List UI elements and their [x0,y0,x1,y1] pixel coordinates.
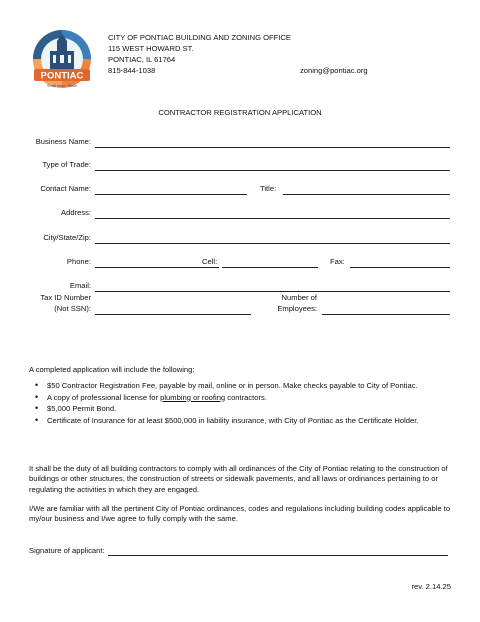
logo-wordmark: PONTIAC [40,70,84,82]
type-of-trade-field[interactable] [95,170,450,171]
cell-label: Cell: [202,257,218,266]
business-name-label: Business Name: [35,137,91,146]
list-item [35,380,418,392]
city-state-zip-field[interactable] [95,243,450,244]
office-email[interactable]: zoning@pontiac.org [300,66,368,75]
office-street: 115 WEST HOWARD ST. [108,44,194,53]
logo-tagline: Small town · Since [47,84,77,88]
employees-label-line1: Number of [281,293,317,302]
revision-label: rev. 2.14.25 [411,582,451,591]
requirement-fee: $50 Contractor Registration Fee, payable by mail, online or in person. Make checks payable to City of Pontiac. [47,381,418,390]
city-state-zip-label: City/State/Zip: [43,233,91,242]
title-label: Title: [260,184,277,193]
fax-field[interactable] [350,267,450,268]
address-label: Address: [61,208,91,217]
contact-name-label: Contact Name: [40,184,91,193]
fax-label: Fax: [330,257,345,266]
tax-id-label-line1: Tax ID Number [40,293,91,302]
list-item [35,392,418,404]
title-field[interactable] [283,194,450,195]
office-phone: 815-844-1038 [108,66,156,75]
cell-field[interactable] [222,267,318,268]
tax-id-label-line2: (Not SSN): [54,304,91,313]
requirements-intro: A completed application will include the following: [29,365,195,374]
requirements-list [35,380,418,426]
phone-label: Phone: [66,257,91,266]
license-end: contractors. [227,392,267,402]
page-title: CONTRACTOR REGISTRATION APPLICATION [158,108,322,117]
list-item [35,403,418,415]
tax-id-field[interactable] [95,314,251,315]
contact-name-field[interactable] [95,194,247,195]
business-name-field[interactable] [95,147,450,148]
requirement-insurance: Certificate of Insurance for at least $500,000 in liability insurance, with City of Pontiac as the Certificate Holder. [47,415,419,425]
employees-field[interactable] [322,314,450,315]
email-label: Email: [69,281,91,290]
list-item [35,415,418,427]
signature-label: Signature of applicant: [29,546,105,555]
office-city: PONTIAC, IL 61764 [108,55,176,64]
requirement-bond: $5,000 Permit Bond. [47,404,117,413]
office-name: CITY OF PONTIAC BUILDING AND ZONING OFFICE [108,33,291,42]
signature-field[interactable] [108,555,448,556]
requirement-license: A copy of professional license for [47,392,159,402]
license-types: plumbing or roofing [160,392,226,402]
employees-label-line2: Employees: [277,304,317,313]
type-of-trade-label: Type of Trade: [42,160,91,169]
city-logo [30,27,94,99]
address-field[interactable] [95,218,450,219]
duty-paragraph: It shall be the duty of all building contractors to comply with all ordinances of the City of Pontiac relating to the construction of buildings or other structures, the construction of streets or sidewalk pavements, and all laws or ordinances pertaining to or regulating the activities in which they are engaged. [29,464,448,494]
agreement-paragraph: I/We are familiar with all the pertinent City of Pontiac ordinances, codes and regulations including building codes applicable to my/our business and I/we agree to fully comply with the same. [29,504,451,524]
phone-field[interactable] [95,267,219,268]
email-field[interactable] [95,291,450,292]
